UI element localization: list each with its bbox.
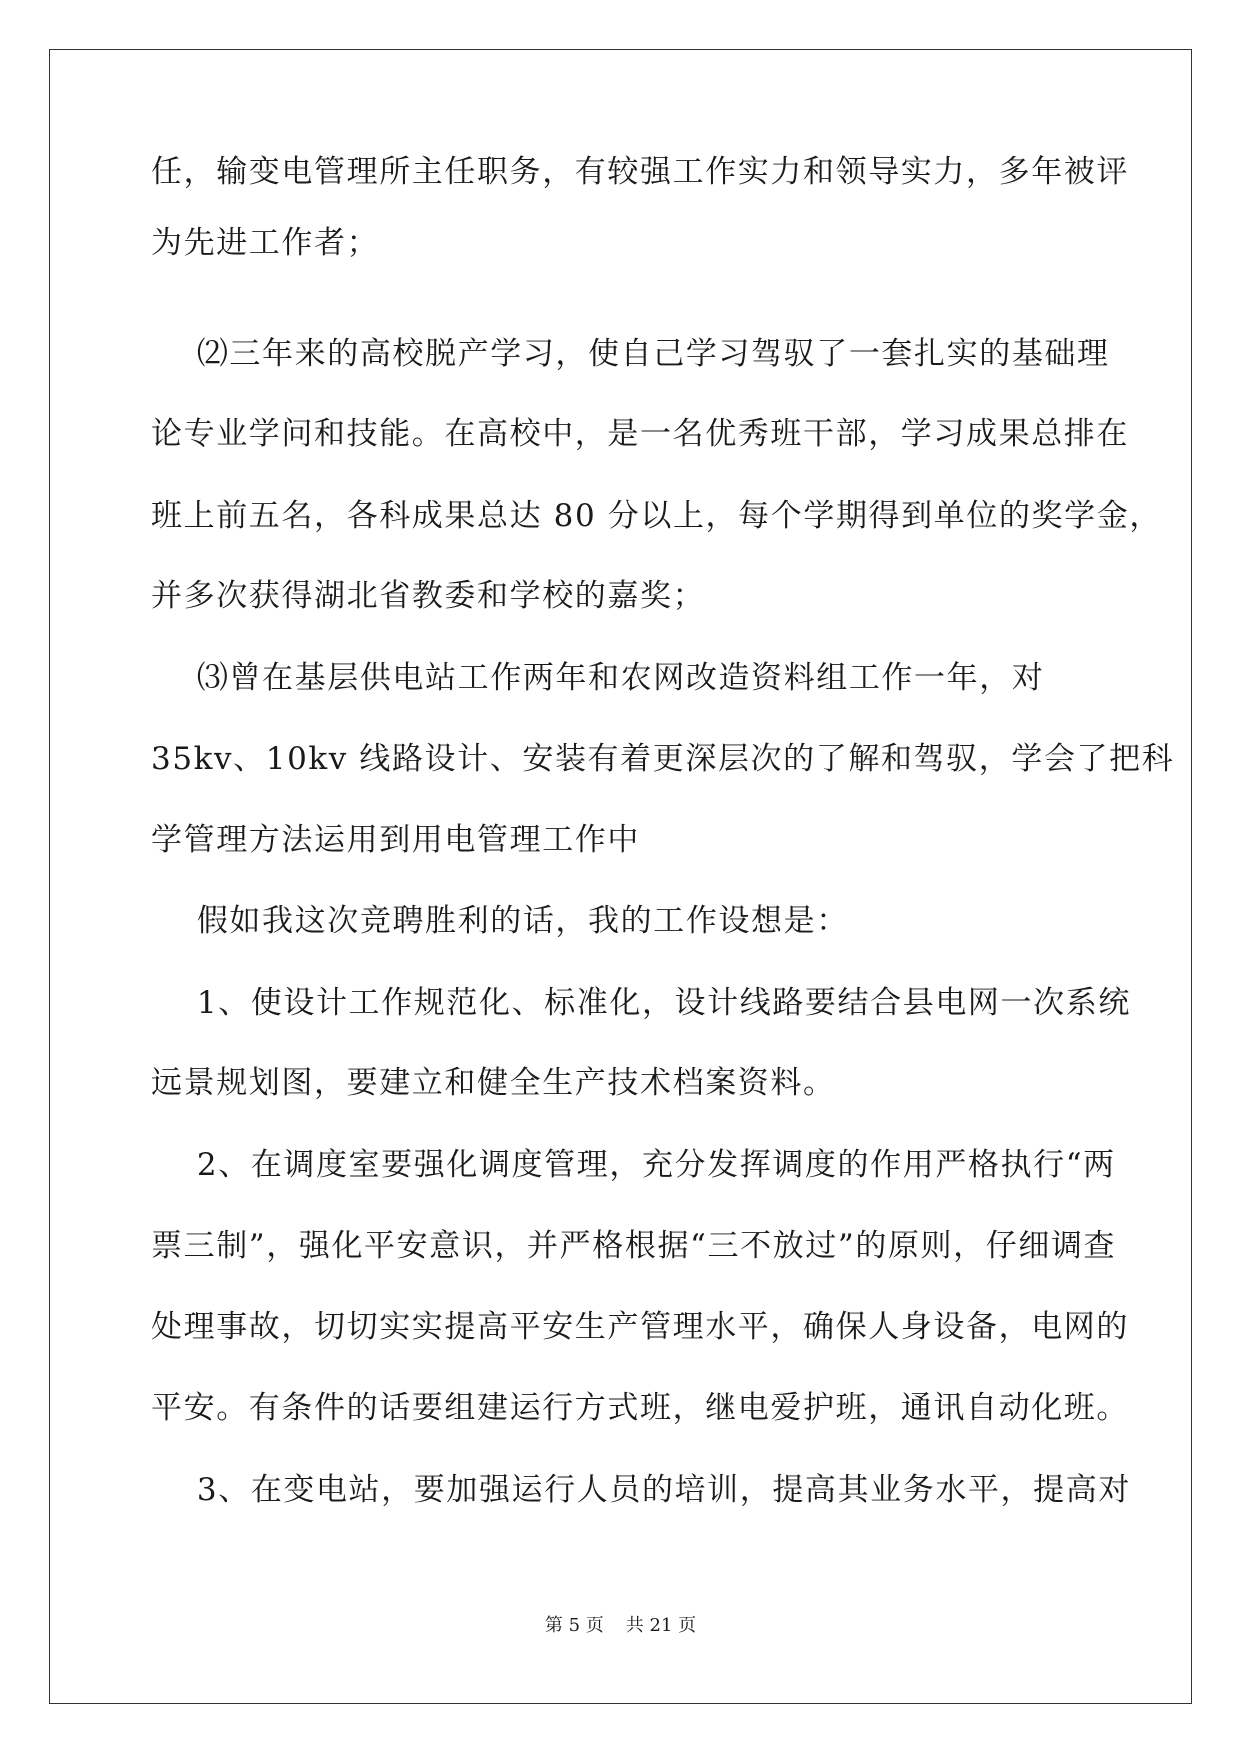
page-number: 第 5 页 bbox=[544, 1615, 604, 1636]
text-line: 任，输变电管理所主任职务，有较强工作实力和领导实力，多年被评 bbox=[151, 154, 1129, 190]
text-line: 假如我这次竞聘胜利的话，我的工作设想是： bbox=[151, 903, 849, 939]
text-line: 2、在调度室要强化调度管理，充分发挥调度的作用严格执行“两 bbox=[151, 1147, 1116, 1183]
text-line: 班上前五名，各科成果总达 80 分以上，每个学期得到单位的奖学金， bbox=[151, 498, 1162, 534]
page-total: 共 21 页 bbox=[625, 1615, 697, 1636]
text-line: 处理事故，切切实实提高平安生产管理水平，确保人身设备，电网的 bbox=[151, 1309, 1129, 1345]
text-line: 为先进工作者； bbox=[151, 225, 380, 261]
text-line: 学管理方法运用到用电管理工作中 bbox=[151, 822, 640, 858]
text-line: 论专业学问和技能。在高校中，是一名优秀班干部，学习成果总排在 bbox=[151, 416, 1129, 452]
text-line: 1、使设计工作规范化、标准化，设计线路要结合县电网一次系统 bbox=[151, 985, 1131, 1021]
text-line: ⑵三年来的高校脱产学习，使自己学习驾驭了一套扎实的基础理 bbox=[151, 336, 1110, 372]
text-line: 3、在变电站，要加强运行人员的培训，提高其业务水平，提高对 bbox=[151, 1472, 1131, 1508]
text-line: 35kv、10kv 线路设计、安装有着更深层次的了解和驾驭，学会了把科 bbox=[151, 741, 1175, 777]
text-line: 并多次获得湖北省教委和学校的嘉奖； bbox=[151, 578, 706, 614]
text-line: 票三制”，强化平安意识，并严格根据“三不放过”的原则，仔细调查 bbox=[151, 1228, 1117, 1264]
page-footer bbox=[0, 1614, 1241, 1638]
text-line: ⑶曾在基层供电站工作两年和农网改造资料组工作一年，对 bbox=[151, 660, 1045, 696]
text-line: 远景规划图，要建立和健全生产技术档案资料。 bbox=[151, 1065, 836, 1101]
page-frame bbox=[49, 49, 1192, 1704]
text-line: 平安。有条件的话要组建运行方式班，继电爱护班，通讯自动化班。 bbox=[151, 1390, 1129, 1426]
